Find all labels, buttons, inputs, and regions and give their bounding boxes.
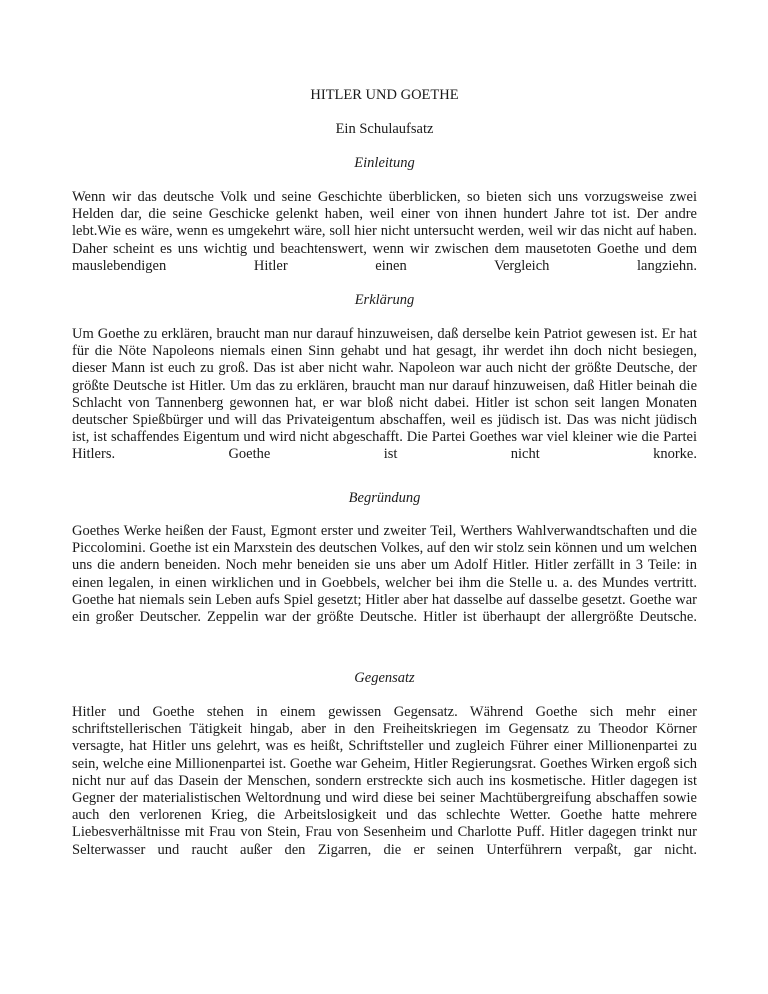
section-paragraph-gegensatz: Hitler und Goethe stehen in einem gewissen Gegensatz. Während Goethe sich mehr einer schriftstellerischen Tätigkeit hingab, aber in den Freiheitskriegen im Gegensatz zu Theodor Körner versagte, hat Hitler uns gelehrt, was es heißt, Schriftsteller und zugleich Führer einer Millionenpartei zu sein, welche eine Millionenpartei ist. Goethe war Geheim, Hitler Regierungsrat. Goethes Wirken ergoß sich nicht nur auf das Dasein der Menschen, sondern erstreckte sich auch ins kosmetische. Hitler dagegen ist Gegner der materialistischen Weltordnung und wird diese bei seiner Machtübergreifung abschaffen sowie auch den verlorenen Krieg, die Arbeitslosigkeit und das schlechte Wetter. Goethe hatte mehrere Liebesverhältnisse mit Frau von Stein, Frau von Sesenheim und Charlotte Puff. Hitler dagegen trinkt nur Selterwasser und raucht außer den Zigarren, die er seinen Unterführern verpaßt, gar nicht. xyxy=(72,704,698,858)
section-heading-gegensatz: Gegensatz xyxy=(354,670,415,686)
section-paragraph-begruendung: Goethes Werke heißen der Faust, Egmont erster und zweiter Teil, Werthers Wahlverwandtschaften und die Piccolomini. Goethe ist ein Marxstein des deutschen Volkes, auf den wir stolz sein können und um welchen uns die andern beneiden. Noch mehr beneiden sie uns aber um Adolf Hitler. Hitler zerfällt in 3 Teile: in einen legalen, in einen wirklichen und in Goebbels, welcher bei ihm die Stelle u. a. des Mundes vertritt. Goethe hat niemals sein Leben aufs Spiel gesetzt; Hitler aber hat dasselbe auf dasselbe gesetzt. Goethe war ein großer Deutscher. Zeppelin war der größte Deutsche. Hitler ist überhaupt der allergrößte Deutsche. xyxy=(72,523,697,626)
document-title: HITLER UND GOETHE xyxy=(310,87,459,103)
section-heading-erklaerung: Erklärung xyxy=(354,292,415,308)
section-heading-begruendung: Begründung xyxy=(348,490,421,506)
section-paragraph-einleitung: Wenn wir das deutsche Volk und seine Geschichte überblicken, so bieten sich uns vorzugsweise zwei Helden dar, die seine Geschicke gelenkt haben, weil einer von ihnen hundert Jahre tot ist. Der andre lebt.Wie es wäre, wenn es umgekehrt wäre, soll hier nicht untersucht werden, weil wir das nicht auf haben. Daher scheint es uns wichtig und beachtenswert, wenn wir zwischen dem mausetoten Goethe und dem mauslebendigen Hitler einen Vergleich langziehn. xyxy=(72,189,697,274)
document-subtitle: Ein Schulaufsatz xyxy=(335,121,434,137)
section-paragraph-erklaerung: Um Goethe zu erklären, braucht man nur darauf hinzuweisen, daß derselbe kein Patriot gewesen ist. Er hat für die Nöte Napoleons niemals einen Sinn gehabt und hat gesagt, ihr werdet ihn doch nicht besiegen, dieser Mann ist euch zu groß. Das ist aber nicht wahr. Napoleon war auch nicht der größte Deutsche, der größte Deutsche ist Hitler. Um das zu erklären, braucht man nur darauf hinzuweisen, daß Hitler beinah die Schlacht von Tannenberg gewonnen hat, er war bloß nicht dabei. Hitler ist schon seit langen Monaten deutscher Spießbürger und will das Privateigentum abschaffen, weil es jüdisch ist. Das was nicht jüdisch ist, ist schaffendes Eigentum und wird nicht abgeschafft. Die Partei Goethes war viel kleiner wie die Partei Hitlers. Goethe ist nicht knorke. xyxy=(72,326,697,463)
section-heading-einleitung: Einleitung xyxy=(354,155,415,171)
